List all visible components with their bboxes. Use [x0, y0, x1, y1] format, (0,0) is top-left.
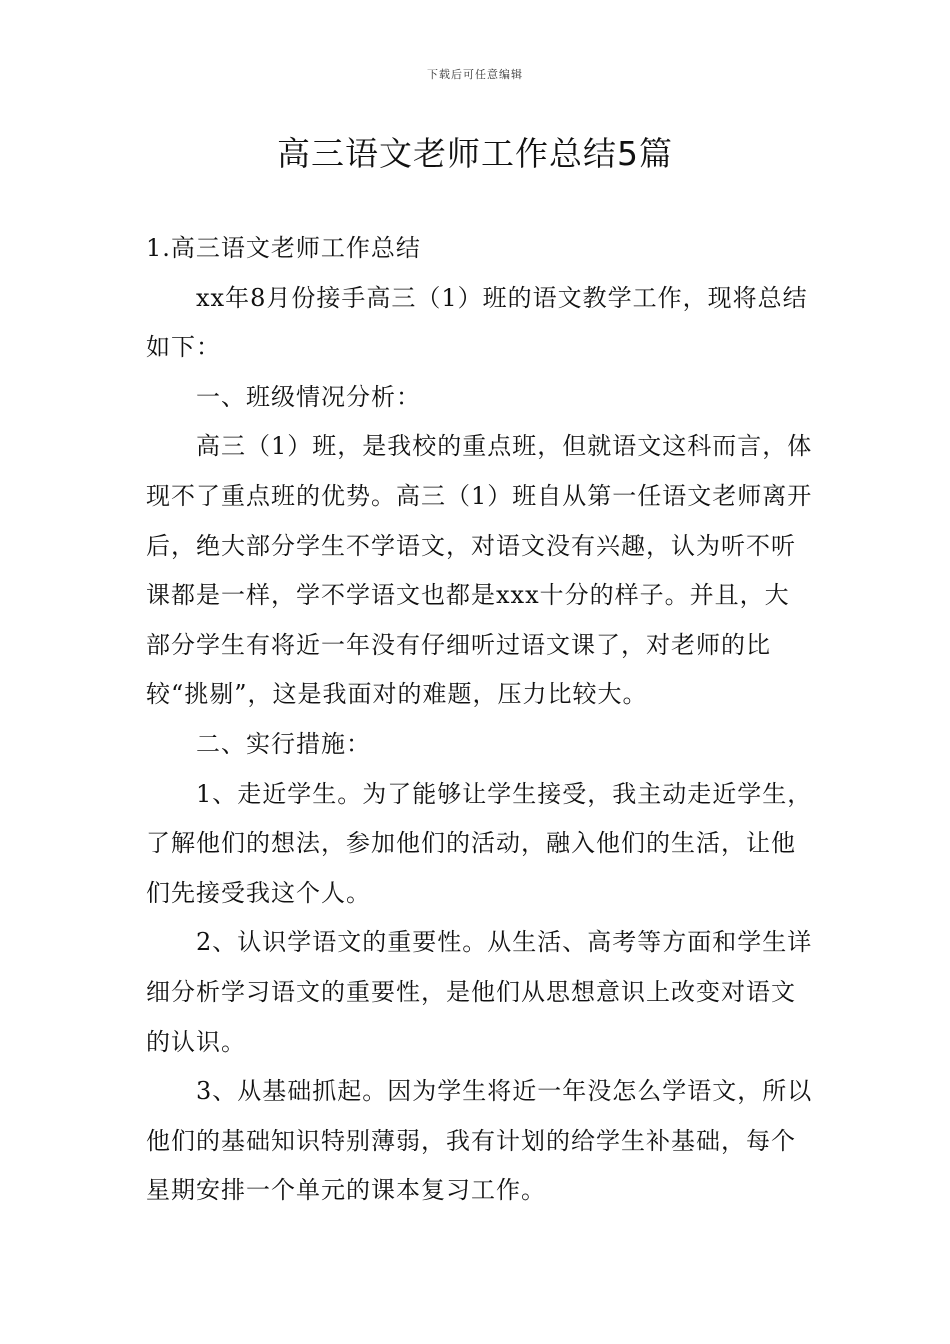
paragraph-measure-1: 1、走近学生。为了能够让学生接受，我主动走近学生，了解他们的想法，参加他们的活动，融入他们的生活，让他们先接受我这个人。 — [146, 779, 813, 907]
paragraph-measure-2: 2、认识学语文的重要性。从生活、高考等方面和学生详细分析学习语文的重要性，是他们从思想意识上改变对语文的认识。 — [146, 928, 813, 1056]
document-title: 高三语文老师工作总结5篇 — [277, 134, 673, 173]
section-heading: 1.高三语文老师工作总结 — [146, 234, 421, 262]
heading-measures: 二、实行措施： — [196, 729, 371, 758]
header-note: 下载后可任意编辑 — [427, 68, 523, 81]
document-body — [146, 224, 814, 1216]
heading-class-analysis: 一、班级情况分析： — [196, 382, 421, 411]
paragraph-class-analysis: 高三（1）班，是我校的重点班，但就语文这科而言，体现不了重点班的优势。高三（1）班自从第一任语文老师离开后，绝大部分学生不学语文，对语文没有兴趣，认为听不听课都是一样，学不学语文也都是xxx十分的样子。并且，大部分学生有将近一年没有仔细听过语文课了，对老师的比较“挑剔”，这是我面对的难题，压力比较大。 — [146, 432, 813, 709]
paragraph-intro: xx年8月份接手高三（1）班的语文教学工作，现将总结如下： — [146, 283, 808, 362]
paragraph-measure-3: 3、从基础抓起。因为学生将近一年没怎么学语文，所以他们的基础知识特别薄弱，我有计划的给学生补基础，每个星期安排一个单元的课本复习工作。 — [146, 1077, 813, 1205]
